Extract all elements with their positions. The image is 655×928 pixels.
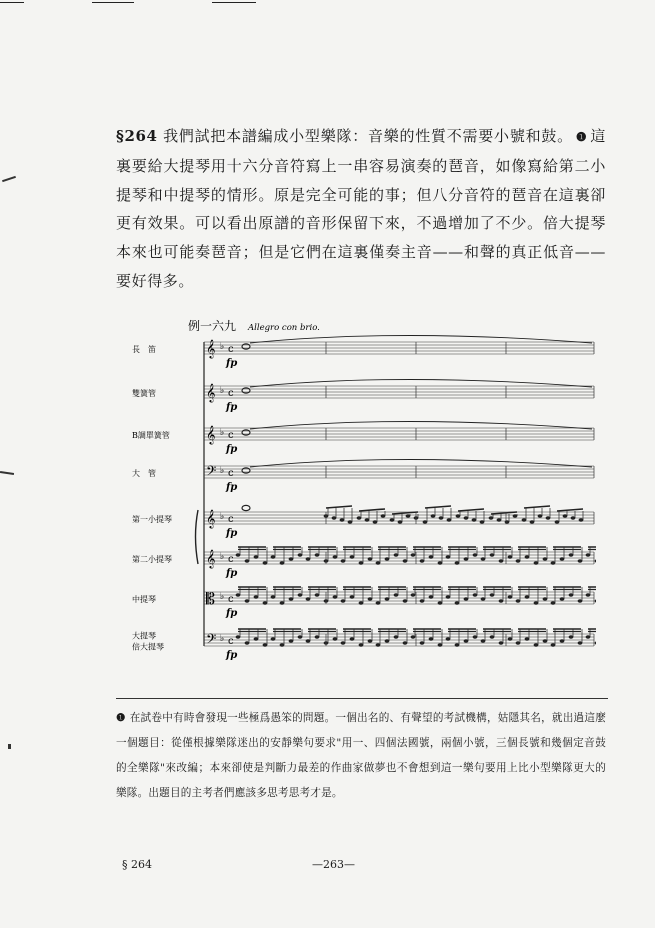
clef-symbol: 𝄞	[206, 425, 216, 444]
dynamic-mark: fp	[226, 650, 238, 661]
instrument-label: 大 管	[132, 469, 156, 478]
beam	[524, 506, 550, 508]
tempo-marking: Allegro con brio.	[248, 323, 320, 333]
margin-mark-upper	[2, 176, 16, 182]
footer-section-number: § 264	[122, 858, 152, 871]
time-signature: c	[228, 388, 234, 399]
time-signature: c	[228, 344, 234, 355]
note-head	[595, 641, 596, 644]
held-note	[242, 344, 250, 349]
clef-symbol: 𝄞	[206, 339, 216, 358]
note-head	[595, 599, 596, 602]
time-signature: c	[228, 554, 234, 565]
dynamic-mark: fp	[226, 568, 238, 579]
footnote	[116, 706, 606, 806]
key-flat-sign: ♭	[220, 552, 225, 562]
instrument-label: 第一小提琴	[132, 515, 172, 524]
instrument-label: 中提琴	[132, 595, 156, 604]
violin-brace	[196, 510, 199, 564]
time-signature: c	[228, 636, 234, 647]
clef-symbol: 𝄡	[206, 589, 215, 608]
key-flat-sign: ♭	[220, 386, 225, 396]
clef-symbol: 𝄞	[206, 549, 216, 568]
beam	[359, 509, 385, 511]
key-flat-sign: ♭	[220, 466, 225, 476]
clef-symbol: 𝄢	[206, 631, 217, 650]
held-note	[242, 468, 250, 473]
instrument-label: 第二小提琴	[132, 555, 172, 564]
instrument-label: B調單簧管	[132, 431, 170, 440]
dynamic-mark: fp	[226, 482, 238, 493]
footnote-marker: ❶	[116, 712, 126, 724]
time-signature: c	[228, 594, 234, 605]
held-note	[242, 505, 250, 510]
dynamic-mark: fp	[226, 608, 238, 619]
held-note	[242, 388, 250, 393]
footnote-reference-marker[interactable]: ❶	[575, 130, 588, 144]
clef-symbol: 𝄞	[206, 383, 216, 402]
example-label: 例一六九	[188, 319, 237, 333]
paragraph-text-after: 這裏要給大提琴用十六分音符寫上一串容易演奏的琶音，如像寫給第二小提琴和中提琴的情形。原是完全可能的事；但八分音符的琶音在這裏卻更有效果。可以看出原譜的音形保留下來，不過增加了不少。倍大提琴本來也可能奏琶音；但是它們在這裏僅奏主音——和聲的真正低音——要好得多。	[116, 127, 607, 290]
margin-mark-lower	[8, 744, 11, 749]
held-note	[242, 430, 250, 435]
beam	[491, 512, 517, 514]
beam	[425, 506, 451, 508]
musical-score-example	[126, 316, 596, 672]
key-flat-sign: ♭	[220, 634, 225, 644]
dynamic-mark: fp	[226, 528, 238, 539]
instrument-label: 雙簧管	[132, 389, 156, 398]
beam	[557, 509, 583, 511]
dynamic-mark: fp	[226, 402, 238, 413]
key-flat-sign: ♭	[220, 342, 225, 352]
section-number: §264	[116, 127, 158, 145]
dynamic-mark: fp	[226, 444, 238, 455]
note-head	[595, 559, 596, 562]
top-rule-left	[0, 2, 24, 3]
clef-symbol: 𝄞	[206, 509, 216, 528]
key-flat-sign: ♭	[220, 428, 225, 438]
time-signature: c	[228, 514, 234, 525]
top-rule-center-left	[92, 2, 134, 3]
footnote-divider	[116, 698, 608, 699]
key-flat-sign: ♭	[220, 512, 225, 522]
instrument-label: 倍大提琴	[132, 642, 164, 652]
beam	[458, 509, 484, 511]
footnote-text: 在試卷中有時會發現一些極爲愚笨的問題。一個出名的、有聲望的考試機構，姑隱其名，就出過這麼一個題目：從僅根據樂隊迷出的安靜樂句要求"用一、四個法國號，兩個小號，三個長號和幾個定音鼓的全樂隊"來改編；本來卻使是判斷力最差的作曲家做夢也不會想到這一樂句要用上比小型樂隊更大的樂隊。出題目的主考者們應該多思考思考才是。	[116, 712, 606, 799]
dynamic-mark: fp	[226, 358, 238, 369]
beam	[326, 506, 352, 508]
time-signature: c	[228, 468, 234, 479]
key-flat-sign: ♭	[220, 592, 225, 602]
beam	[392, 512, 418, 514]
margin-mark-middle	[0, 471, 14, 475]
page-number: —263—	[312, 858, 355, 871]
time-signature: c	[228, 430, 234, 441]
instrument-label: 大提琴	[132, 631, 156, 641]
paragraph-text-before: 我們試把本譜編成小型樂隊：音樂的性質不需要小號和鼓。	[163, 127, 573, 145]
top-rule-center-right	[212, 2, 256, 3]
instrument-label: 長 笛	[132, 345, 156, 354]
clef-symbol: 𝄢	[206, 463, 217, 482]
body-paragraph	[116, 122, 606, 296]
